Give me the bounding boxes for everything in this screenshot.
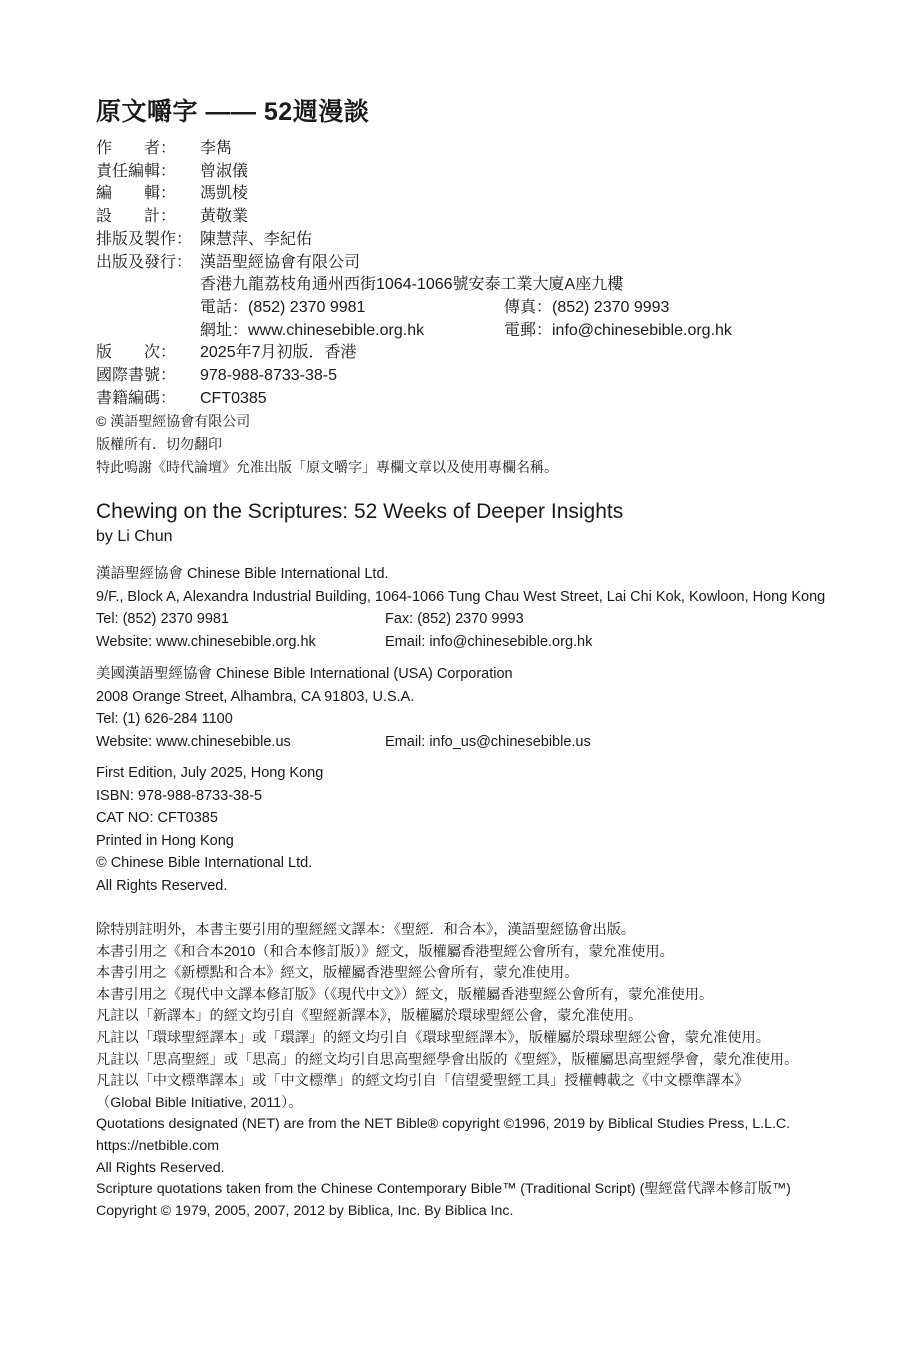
- edit-row: [96, 183, 732, 206]
- layout-row: [96, 229, 732, 252]
- zh-credits: [96, 138, 732, 479]
- editor-label: 責任編輯：: [96, 162, 177, 180]
- author-label: 作 者：: [96, 140, 177, 157]
- en-edition-info: [96, 762, 323, 897]
- design-value: 黃敬業: [200, 208, 249, 226]
- editor-row: [96, 161, 732, 184]
- layout-label: 排版及製作：: [96, 230, 193, 248]
- en-edition: First Edition, July 2025, Hong Kong: [96, 765, 324, 781]
- isbn-value: 978-988-8733-38-5: [200, 367, 337, 385]
- us-email: Email: info_us@chinesebible.us: [385, 733, 591, 750]
- contact-row-2: [96, 320, 732, 343]
- zh-rights: 版權所有．切勿翻印: [96, 436, 222, 453]
- phone-text: 電話：(852) 2370 9981: [200, 298, 366, 316]
- en-copyright: © Chinese Bible International Ltd.: [96, 855, 313, 871]
- hk-contact-2: [96, 631, 825, 654]
- us-website: Website: www.chinesebible.us: [96, 733, 291, 750]
- note-line: Copyright © 1979, 2005, 2007, 2012 by Biblica, Inc. By Biblica Inc.: [96, 1202, 514, 1219]
- en-isbn: ISBN: 978-988-8733-38-5: [96, 787, 263, 804]
- publisher-row: [96, 252, 732, 275]
- zh-copyright: © 漢語聖經協會有限公司: [96, 413, 251, 430]
- edit-value: 馮凱棱: [200, 185, 249, 203]
- hk-address: 9/F., Block A, Alexandra Industrial Building, 1064-1066 Tung Chau West Street, Lai Chi Kok, Kowloon, Hong Kong: [96, 588, 826, 605]
- fax-text: 傳真：(852) 2370 9993: [504, 298, 670, 316]
- code-label: 書籍編碼：: [96, 389, 177, 407]
- note-line: 凡註以「思高聖經」或「思高」的經文均引自思高聖經學會出版的《聖經》，版權屬思高聖經學會，蒙允准使用。: [96, 1051, 799, 1068]
- en-cat: CAT NO: CFT0385: [96, 810, 218, 826]
- hk-tel: Tel: (852) 2370 9981: [96, 611, 230, 627]
- us-office: [96, 663, 591, 753]
- hk-email: Email: info@chinesebible.org.hk: [385, 633, 593, 650]
- editor-value: 曾淑儀: [200, 162, 249, 180]
- author-value: 李雋: [200, 140, 233, 157]
- author-row: [96, 138, 732, 161]
- en-printed: Printed in Hong Kong: [96, 832, 234, 849]
- edit-label: 編 輯：: [96, 185, 177, 203]
- design-row: [96, 206, 732, 229]
- translation-notes: [96, 920, 886, 1222]
- note-line: https://netbible.com: [96, 1137, 220, 1154]
- note-line: 凡註以「環球聖經譯本」或「環譯」的經文均引自《環球聖經譯本》，版權屬於環球聖經公會，蒙允准使用。: [96, 1029, 770, 1046]
- us-contact: [96, 731, 591, 754]
- hk-org: 漢語聖經協會 Chinese Bible International Ltd.: [96, 566, 389, 582]
- contact-row-1: [96, 297, 732, 320]
- note-line: 本書引用之《現代中文譯本修訂版》（《現代中文》）經文，版權屬香港聖經公會所有，蒙允准使用。: [96, 986, 714, 1003]
- publisher-label: 出版及發行：: [96, 253, 193, 271]
- note-line: 凡註以「新譯本」的經文均引自《聖經新譯本》，版權屬於環球聖經公會，蒙允准使用。: [96, 1008, 643, 1025]
- isbn-row: [96, 365, 732, 388]
- note-line: 本書引用之《新標點和合本》經文，版權屬香港聖經公會所有，蒙允准使用。: [96, 965, 579, 982]
- design-label: 設 計：: [96, 208, 177, 226]
- note-line: 本書引用之《和合本2010（和合本修訂版）》經文，版權屬香港聖經公會所有，蒙允准使用。: [96, 943, 674, 960]
- en-author: by Li Chun: [96, 528, 173, 545]
- code-value: CFT0385: [200, 389, 267, 407]
- zh-book-title: 原文嚼字 —— 52週漫談: [96, 98, 370, 126]
- edition-value: 2025年7月初版．香港: [200, 344, 357, 362]
- layout-value: 陳慧萍、李紀佑: [200, 230, 313, 248]
- hk-fax: Fax: (852) 2370 9993: [385, 611, 524, 627]
- us-address: 2008 Orange Street, Alhambra, CA 91803, U.S.A.: [96, 688, 415, 705]
- note-line: 除特別註明外，本書主要引用的聖經經文譯本：《聖經．和合本》，漢語聖經協會出版。: [96, 922, 636, 938]
- website-text: 網址：www.chinesebible.org.hk: [200, 321, 425, 339]
- email-text: 電郵：info@chinesebible.org.hk: [504, 321, 732, 339]
- note-line: All Rights Reserved.: [96, 1159, 225, 1176]
- zh-thanks: 特此鳴謝《時代論壇》允准出版「原文嚼字」專欄文章以及使用專欄名稱。: [96, 458, 558, 475]
- publisher-address: 香港九龍荔枝角通州西街1064-1066號安泰工業大廈A座九樓: [200, 276, 624, 294]
- en-rights: All Rights Reserved.: [96, 877, 228, 894]
- en-book-title: Chewing on the Scriptures: 52 Weeks of Deeper Insights: [96, 500, 624, 523]
- hk-office: [96, 563, 825, 653]
- isbn-label: 國際書號：: [96, 367, 177, 385]
- edition-label: 版 次：: [96, 344, 177, 362]
- code-row: [96, 388, 732, 411]
- note-line: （Global Bible Initiative, 2011）。: [96, 1094, 303, 1111]
- note-line: Scripture quotations taken from the Chinese Contemporary Bible™ (Traditional Script) (聖經當代譯本修訂版™): [96, 1181, 791, 1198]
- hk-contact-1: [96, 608, 825, 631]
- note-line: Quotations designated (NET) are from the NET Bible® copyright ©1996, 2019 by Biblical Studies Press, L.L.C.: [96, 1116, 791, 1133]
- publisher-value: 漢語聖經協會有限公司: [200, 253, 361, 271]
- us-tel: Tel: (1) 626-284 1100: [96, 711, 233, 727]
- us-org: 美國漢語聖經協會 Chinese Bible International (USA) Corporation: [96, 666, 513, 682]
- edition-row: [96, 342, 732, 365]
- hk-website: Website: www.chinesebible.org.hk: [96, 633, 316, 650]
- note-line: 凡註以「中文標準譯本」或「中文標準」的經文均引自「信望愛聖經工具」授權轉載之《中文標準譯本》: [96, 1073, 749, 1090]
